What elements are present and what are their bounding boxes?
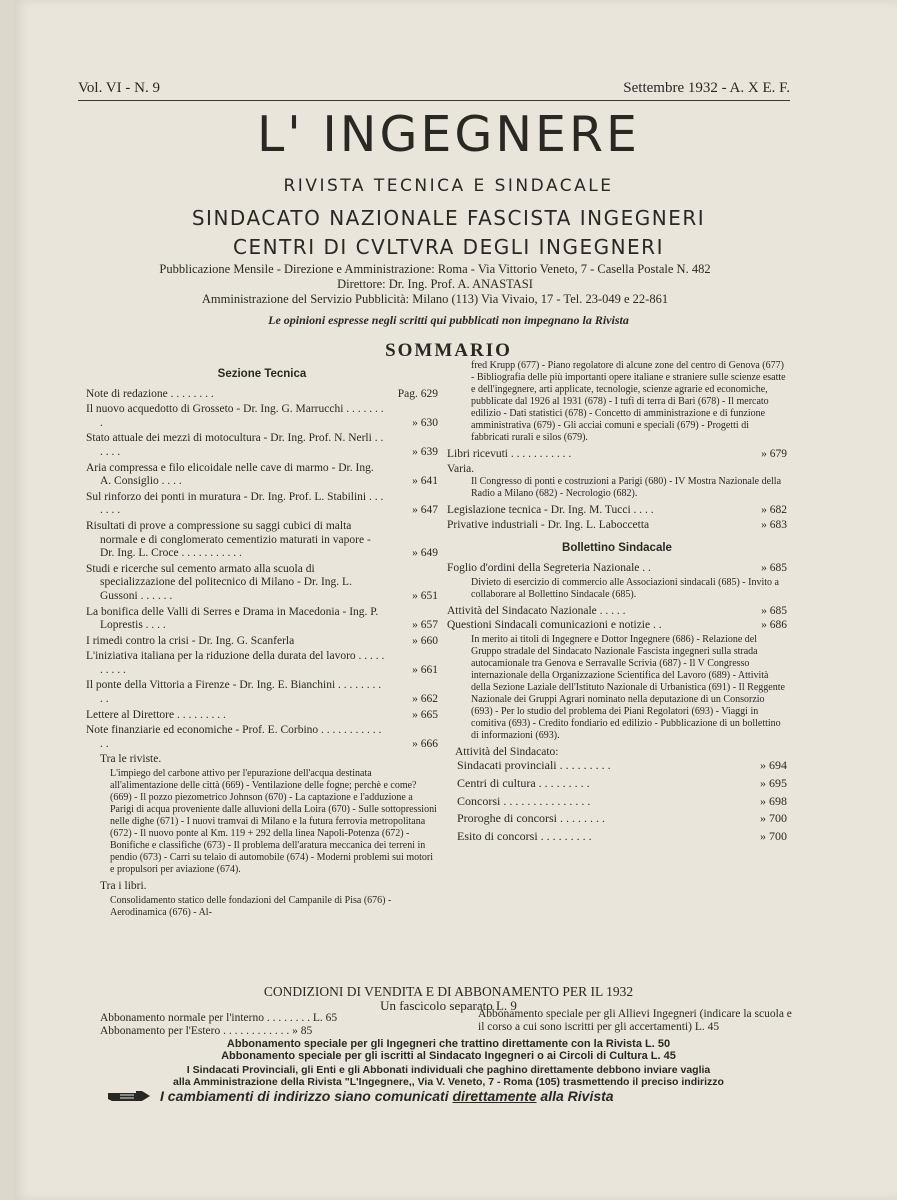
entry-page: » 700 — [760, 828, 787, 843]
entry-page: » 694 — [760, 758, 787, 773]
entry-title: Esito di concorsi . . . . . . . . . — [457, 828, 592, 843]
entry-title: Il nuovo acquedotto di Grosseto - Dr. Ing. G. Marrucchi . . . . . . . . — [86, 403, 384, 429]
toc-entry — [447, 448, 787, 462]
entry-title: Sindacati provinciali . . . . . . . . . — [457, 758, 611, 773]
entry-page: » 700 — [760, 811, 787, 826]
toc-entry — [86, 635, 438, 649]
journal-subtitle: RIVISTA TECNICA E SINDACALE — [283, 176, 614, 196]
abbonamento-ingegneri: Abbonamento speciale per gli Ingegneri che trattino direttamente con la Rivista L. 50 — [226, 1038, 671, 1050]
foglio-text: Divieto di esercizio di commercio alle Associazioni sindacali (685) - Invito a collaborare al Bollettino Sindacale (685). — [471, 576, 779, 600]
toc-entry — [447, 605, 787, 619]
riviste-text: L'impiego del carbone attivo per l'epurazione dell'acqua destinata all'alimentazione delle città (669) - Ventilazione delle fogne; perchè e come? (669) - Il pozzo piezometrico Johnson (670) - La captazione e l'adduzione a Parigi di acqua proveniente dalle alluvioni della Loira (670) - Sulle sottopressioni nelle dighe (671) - I nuovi tramvai di Milano e la futura ferrovia metropolitana (672) - Il nuovo ponte al Km. 119 + 292 della linea Napoli-Potenza (672) - Bonifiche e classifiche (673) - Il problema dell'aratura meccanica dei terreni in pendio (673) - Carri su telaio di automobile (674) - Moderni problemi sui motori e propulsori per aviazione (674). — [110, 768, 437, 876]
toc-entry — [457, 795, 787, 809]
publication-info — [0, 262, 870, 307]
entry-page: » 685 — [761, 604, 787, 617]
sindacati-notice-1: I Sindacati Provinciali, gli Enti e gli Abbonati individuali che paghino direttamente debbono inviare vaglia — [186, 1064, 711, 1076]
notice-part-c: alla Rivista — [540, 1088, 614, 1104]
notice-part-a: I cambiamenti di indirizzo siano comunicati — [160, 1088, 449, 1104]
fascicolo-price: Un fascicolo separato L. 9 — [380, 998, 517, 1013]
toc-entry — [86, 606, 438, 633]
toc-entry — [447, 504, 787, 518]
entry-page: » 660 — [412, 634, 438, 647]
entry-title: Centri di cultura . . . . . . . . . — [457, 775, 590, 790]
toc-entry — [86, 563, 438, 604]
entry-title: Foglio d'ordini della Segreteria Nazionale . . — [447, 561, 651, 574]
entry-page: » 666 — [412, 737, 438, 750]
notice-part-b: direttamente — [452, 1088, 537, 1104]
entry-page: » 683 — [761, 518, 787, 531]
entry-title: Risultati di prove a compressione su saggi cubici di malta normale e di conglomerato cementizio maturati in vapore - Dr. Ing. L. Croce . . . . . . . . . . . — [86, 519, 371, 560]
riviste-label: Tra le riviste. — [100, 753, 162, 766]
varia-label: Varia. — [447, 462, 475, 475]
entry-page: » 630 — [412, 416, 438, 429]
centri-heading: CENTRI DI CVLTVRA DEGLI INGEGNERI — [233, 235, 664, 259]
entry-page: » 686 — [761, 619, 787, 632]
section-tecnica-heading: Sezione Tecnica — [217, 368, 307, 380]
sommario-heading: SOMMARIO — [385, 340, 512, 361]
entry-page: » 649 — [412, 547, 438, 560]
entry-page: » 682 — [761, 504, 787, 517]
entry-title: Sul rinforzo dei ponti in muratura - Dr. Ing. Prof. L. Stabilini . . . . . . . — [86, 490, 384, 517]
toc-entry — [86, 650, 438, 677]
toc-entry — [86, 403, 438, 430]
entry-page: » 651 — [412, 589, 438, 602]
left-entry-list — [86, 388, 438, 752]
abbonamento-iscritti: Abbonamento speciale per gli iscritti al Sindacato Ingegneri o ai Circoli di Cultura L. 45 — [221, 1050, 676, 1062]
continued-text: fred Krupp (677) - Piano regolatore di alcune zone del centro di Genova (677) - Bibliografia delle più importanti opere italiane e straniere sulle scienze esatte e dell'ingegnere, arti applicate, tecnologie, scienze agrarie ed economiche, pubblicate dal 1926 al 1931 (678) - I tufi di terra di Bari (678) - Il mercato edilizio - Dati statistici (678) - Concetto di amministrazione e di funzione amministrativa (679) - Gli acciai comuni e speciali (679) - Progetti di fabbricati rurali e silos (679). — [471, 360, 786, 443]
conditions-heading: CONDIZIONI DI VENDITA E DI ABBONAMENTO PER IL 1932 — [263, 984, 634, 999]
pub-line-1: Pubblicazione Mensile - Direzione e Amministrazione: Roma - Via Vittorio Veneto, 7 - Casella Postale N. 482 — [159, 262, 711, 276]
entry-title: Proroghe di concorsi . . . . . . . . — [457, 811, 605, 826]
toc-entry — [447, 619, 787, 633]
entry-title: Legislazione tecnica - Dr. Ing. M. Tucci . . . . — [447, 504, 654, 517]
right-column — [447, 360, 787, 847]
toc-entry — [86, 709, 438, 723]
entry-title: Lettere al Direttore . . . . . . . . . — [86, 708, 226, 721]
entry-title: Attività del Sindacato Nazionale . . . . . — [447, 604, 626, 617]
entry-title: Concorsi . . . . . . . . . . . . . . . — [457, 793, 591, 808]
entry-title: Studi e ricerche sul cemento armato alla scuola di specializzazione del politecnico di Milano - Dr. Ing. L. Gussoni . . . . . . — [86, 562, 352, 602]
opinion-disclaimer: Le opinioni espresse negli scritti qui pubblicati non impegnano la Rivista — [268, 313, 629, 327]
volume-number: Vol. VI - N. 9 — [78, 80, 160, 96]
entry-page: » 665 — [412, 708, 438, 721]
attivita-list — [447, 759, 787, 843]
entry-title: Note finanziarie ed economiche - Prof. E. Corbino . . . . . . . . . . . . . — [86, 724, 382, 750]
entry-title: La bonifica delle Valli di Serres e Drama in Macedonia - Ing. P. Loprestis . . . . — [86, 605, 379, 632]
entry-page: » 679 — [761, 448, 787, 460]
entry-title: Libri ricevuti . . . . . . . . . . . — [447, 448, 572, 460]
toc-entry — [86, 462, 438, 489]
entry-title: Note di redazione . . . . . . . . — [86, 387, 214, 400]
toc-entry — [447, 562, 787, 576]
entry-title: Il ponte della Vittoria a Firenze - Dr. Ing. E. Bianchini . . . . . . . . . . — [86, 679, 382, 706]
attivita-label: Attività del Sindacato: — [455, 745, 559, 758]
sindacati-notice-2: alla Amministrazione della Rivista "L'Ingegnere,, Via V. Veneto, 7 - Roma (105) trasmettendo il preciso indirizzo — [173, 1076, 724, 1088]
pub-line-3: Amministrazione del Servizio Pubblicità: Milano (113) Via Vivaio, 17 - Tel. 23-049 e 22-861 — [201, 292, 669, 306]
bollettino-heading: Bollettino Sindacale — [562, 542, 672, 555]
abbonamento-left — [100, 1012, 440, 1038]
toc-entry — [457, 777, 787, 791]
toc-entry — [86, 520, 438, 561]
abbonamento-allievi: Abbonamento speciale per gli Allievi Ingegneri (indicare la scuola e il corso a cui sono iscritti per gli accertamenti) L. 45 — [478, 1008, 792, 1033]
abbonamento-estero: Abbonamento per l'Estero . . . . . . . . . . . . » 85 — [100, 1025, 313, 1037]
entry-page: » 641 — [412, 475, 438, 488]
entry-title: Stato attuale dei mezzi di motocultura - Dr. Ing. Prof. N. Nerli . . . . . . — [86, 432, 384, 458]
toc-entry — [86, 432, 438, 459]
entry-page: » 662 — [412, 693, 438, 706]
toc-entry — [447, 519, 787, 533]
toc-entry — [86, 388, 438, 402]
pub-line-2: Direttore: Dr. Ing. Prof. A. ANASTASI — [337, 277, 533, 291]
toc-entry — [457, 830, 787, 844]
toc-entry — [457, 759, 787, 773]
address-change-notice — [106, 1088, 806, 1104]
abbonamento-interno: Abbonamento normale per l'interno . . . . . . . . L. 65 — [100, 1012, 338, 1024]
toc-entry — [86, 679, 438, 706]
entry-title: L'iniziativa italiana per la riduzione della durata del lavoro . . . . . . . . . . — [86, 650, 385, 676]
entry-page: » 647 — [412, 504, 438, 517]
journal-title: L' INGEGNERE — [257, 106, 640, 163]
entry-page: » 639 — [412, 445, 438, 458]
entry-page: » 661 — [412, 663, 438, 676]
toc-entry — [457, 812, 787, 826]
entry-page: » 685 — [761, 561, 787, 574]
header-rule — [78, 100, 790, 101]
libri-label: Tra i libri. — [100, 880, 147, 893]
entry-page: » 698 — [760, 793, 787, 808]
entry-page: » 695 — [760, 775, 787, 790]
entry-title: Aria compressa e filo elicoidale nelle cave di marmo - Dr. Ing. A. Consiglio . . . . — [86, 461, 374, 488]
toc-entry — [86, 491, 438, 518]
entry-page: Pag. 629 — [397, 387, 438, 400]
left-column — [86, 366, 438, 923]
entry-page: » 657 — [412, 619, 438, 632]
entry-title: Privative industriali - Dr. Ing. L. Laboccetta — [447, 518, 650, 531]
sindacato-heading: SINDACATO NAZIONALE FASCISTA INGEGNERI — [191, 206, 706, 230]
entry-title: Questioni Sindacali comunicazioni e notizie . . — [447, 619, 662, 632]
toc-entry — [86, 724, 438, 751]
issue-date: Settembre 1932 - A. X E. F. — [623, 80, 790, 96]
libri-text: Consolidamento statico delle fondazioni del Campanile di Pisa (676) - Aerodinamica (676) - Al- — [110, 894, 392, 918]
varia-text: Il Congresso di ponti e costruzioni a Parigi (680) - IV Mostra Nazionale della Radio a Milano (682) - Necrologio (682). — [471, 476, 782, 500]
pointing-hand-icon — [106, 1089, 152, 1103]
entry-title: I rimedi contro la crisi - Dr. Ing. G. Scanferla — [86, 634, 295, 647]
questioni-text: In merito ai titoli di Ingegnere e Dottor Ingegnere (686) - Relazione del Gruppo stradale del Sindacato Nazionale Fascista ingegneri sulla strada autocamionale tra Genova e Serravalle Scrivia (687) - Il V Congresso internazionale della Organizzazione Scientifica del Lavoro (689) - Attività della Sezione Laziale dell'Istituto Nazionale di Urbanistica (691) - Il Reggente Nazionale dei Gruppi Agrari nominato nella deputazione di un Consorzio (693) - Per lo studio del problema dei Piani Regolatori (693) - Viaggi in comitiva (693) - Credito fondiario ed edilizio - Pubblicazione di un bollettino di informazioni (693). — [471, 633, 785, 741]
